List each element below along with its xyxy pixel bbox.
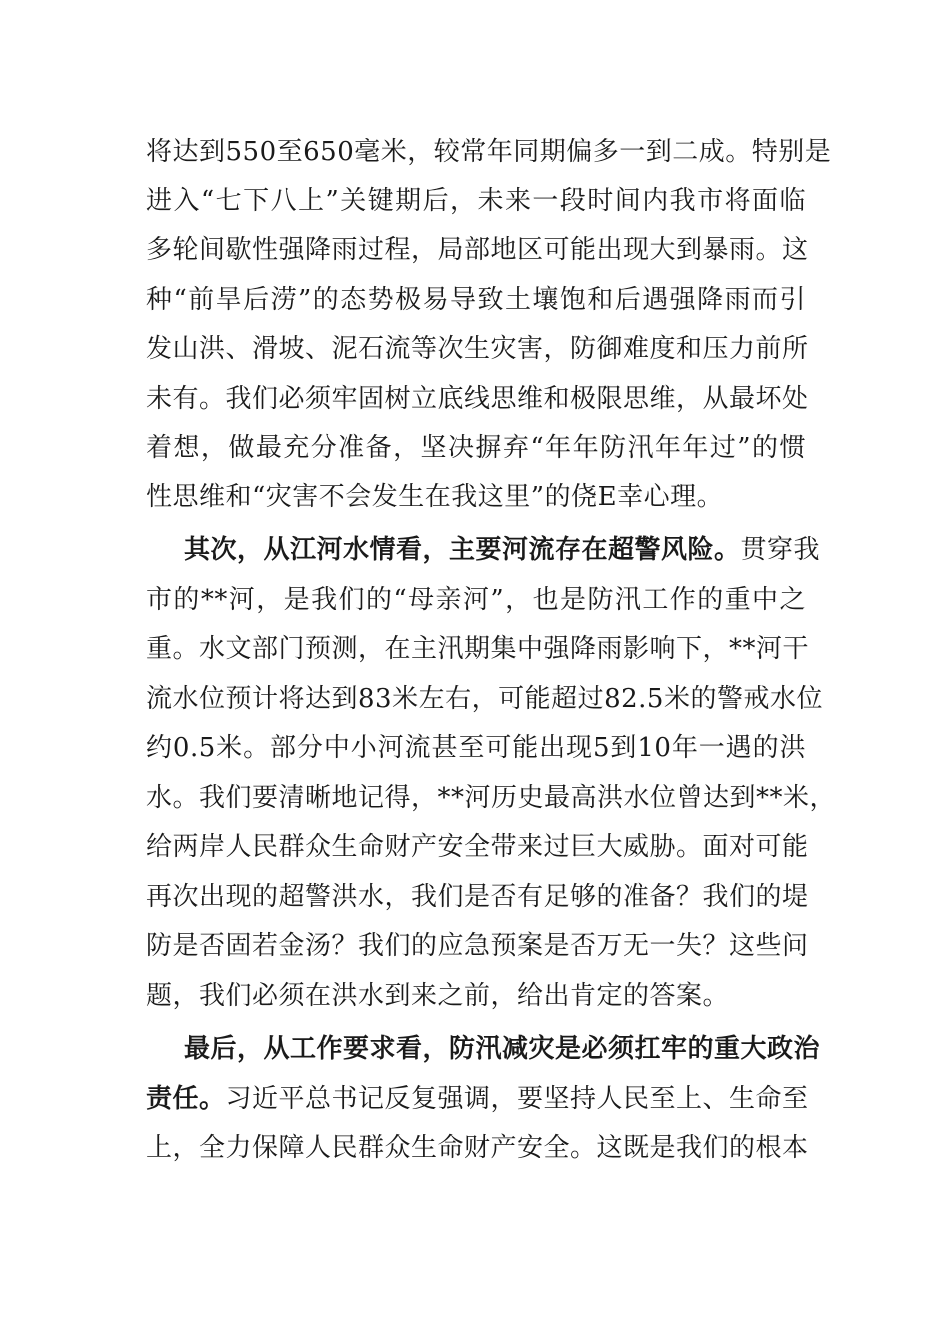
paragraph-1-line-4: 种“前旱后涝”的态势极易导致土壤饱和后遇强降雨而引 bbox=[146, 285, 806, 315]
paragraph-1-line-3: 多轮间歇性强降雨过程，局部地区可能出现大到暴雨。这 bbox=[146, 235, 809, 265]
paragraph-3-line-3: 上，全力保障人民群众生命财产安全。这既是我们的根本 bbox=[146, 1133, 809, 1163]
paragraph-2-line-9: 防是否固若金汤？我们的应急预案是否万无一失？这些问 bbox=[146, 931, 809, 961]
paragraph-2-heading: 其次，从江河水情看，主要河流存在超警风险。 bbox=[184, 535, 741, 565]
paragraph-2-line-4: 流水位预计将达到83米左右，可能超过82.5米的警戒水位 bbox=[146, 684, 823, 714]
paragraph-1-line-7: 着想，做最充分准备，坚决摒弃“年年防汛年年过”的惯 bbox=[146, 433, 806, 463]
paragraph-2-line-3: 重。水文部门预测，在主汛期集中强降雨影响下，**河干 bbox=[146, 634, 810, 664]
paragraph-2-line-8: 再次出现的超警洪水，我们是否有足够的准备？我们的堤 bbox=[146, 882, 809, 912]
paragraph-3-line-1: 最后，从工作要求看，防汛减灾是必须扛牢的重大政治 bbox=[184, 1034, 821, 1064]
paragraph-1-line-1: 将达到550至650毫米，较常年同期偏多一到二成。特别是 bbox=[146, 137, 832, 167]
paragraph-3-heading-end: 责任。 bbox=[146, 1084, 226, 1114]
paragraph-2-line-6: 水。我们要清晰地记得，**河历史最高洪水位曾达到**米， bbox=[146, 783, 837, 813]
paragraph-1-line-2: 进入“七下八上”关键期后，未来一段时间内我市将面临 bbox=[146, 186, 806, 216]
paragraph-2-line-1 bbox=[184, 532, 821, 568]
paragraph-2-line-2: 市的**河，是我们的“母亲河”，也是防汛工作的重中之 bbox=[146, 585, 806, 615]
paragraph-2-line-5: 约0.5米。部分中小河流甚至可能出现5到10年一遇的洪 bbox=[146, 733, 806, 763]
paragraph-1-line-5: 发山洪、滑坡、泥石流等次生灾害，防御难度和压力前所 bbox=[146, 334, 809, 364]
paragraph-2-line-10: 题，我们必须在洪水到来之前，给出肯定的答案。 bbox=[146, 981, 730, 1011]
paragraph-2-line-1-text: 贯穿我 bbox=[740, 535, 821, 565]
paragraph-1-line-6: 未有。我们必须牢固树立底线思维和极限思维，从最坏处 bbox=[146, 384, 809, 414]
paragraph-3-line-2 bbox=[146, 1081, 809, 1117]
paragraph-1-line-8: 性思维和“灾害不会发生在我这里”的侥E幸心理。 bbox=[146, 482, 724, 512]
paragraph-3-line-2-text: 习近平总书记反复强调，要坚持人民至上、生命至 bbox=[225, 1084, 809, 1114]
paragraph-2-line-7: 给两岸人民群众生命财产安全带来过巨大威胁。面对可能 bbox=[146, 832, 809, 862]
